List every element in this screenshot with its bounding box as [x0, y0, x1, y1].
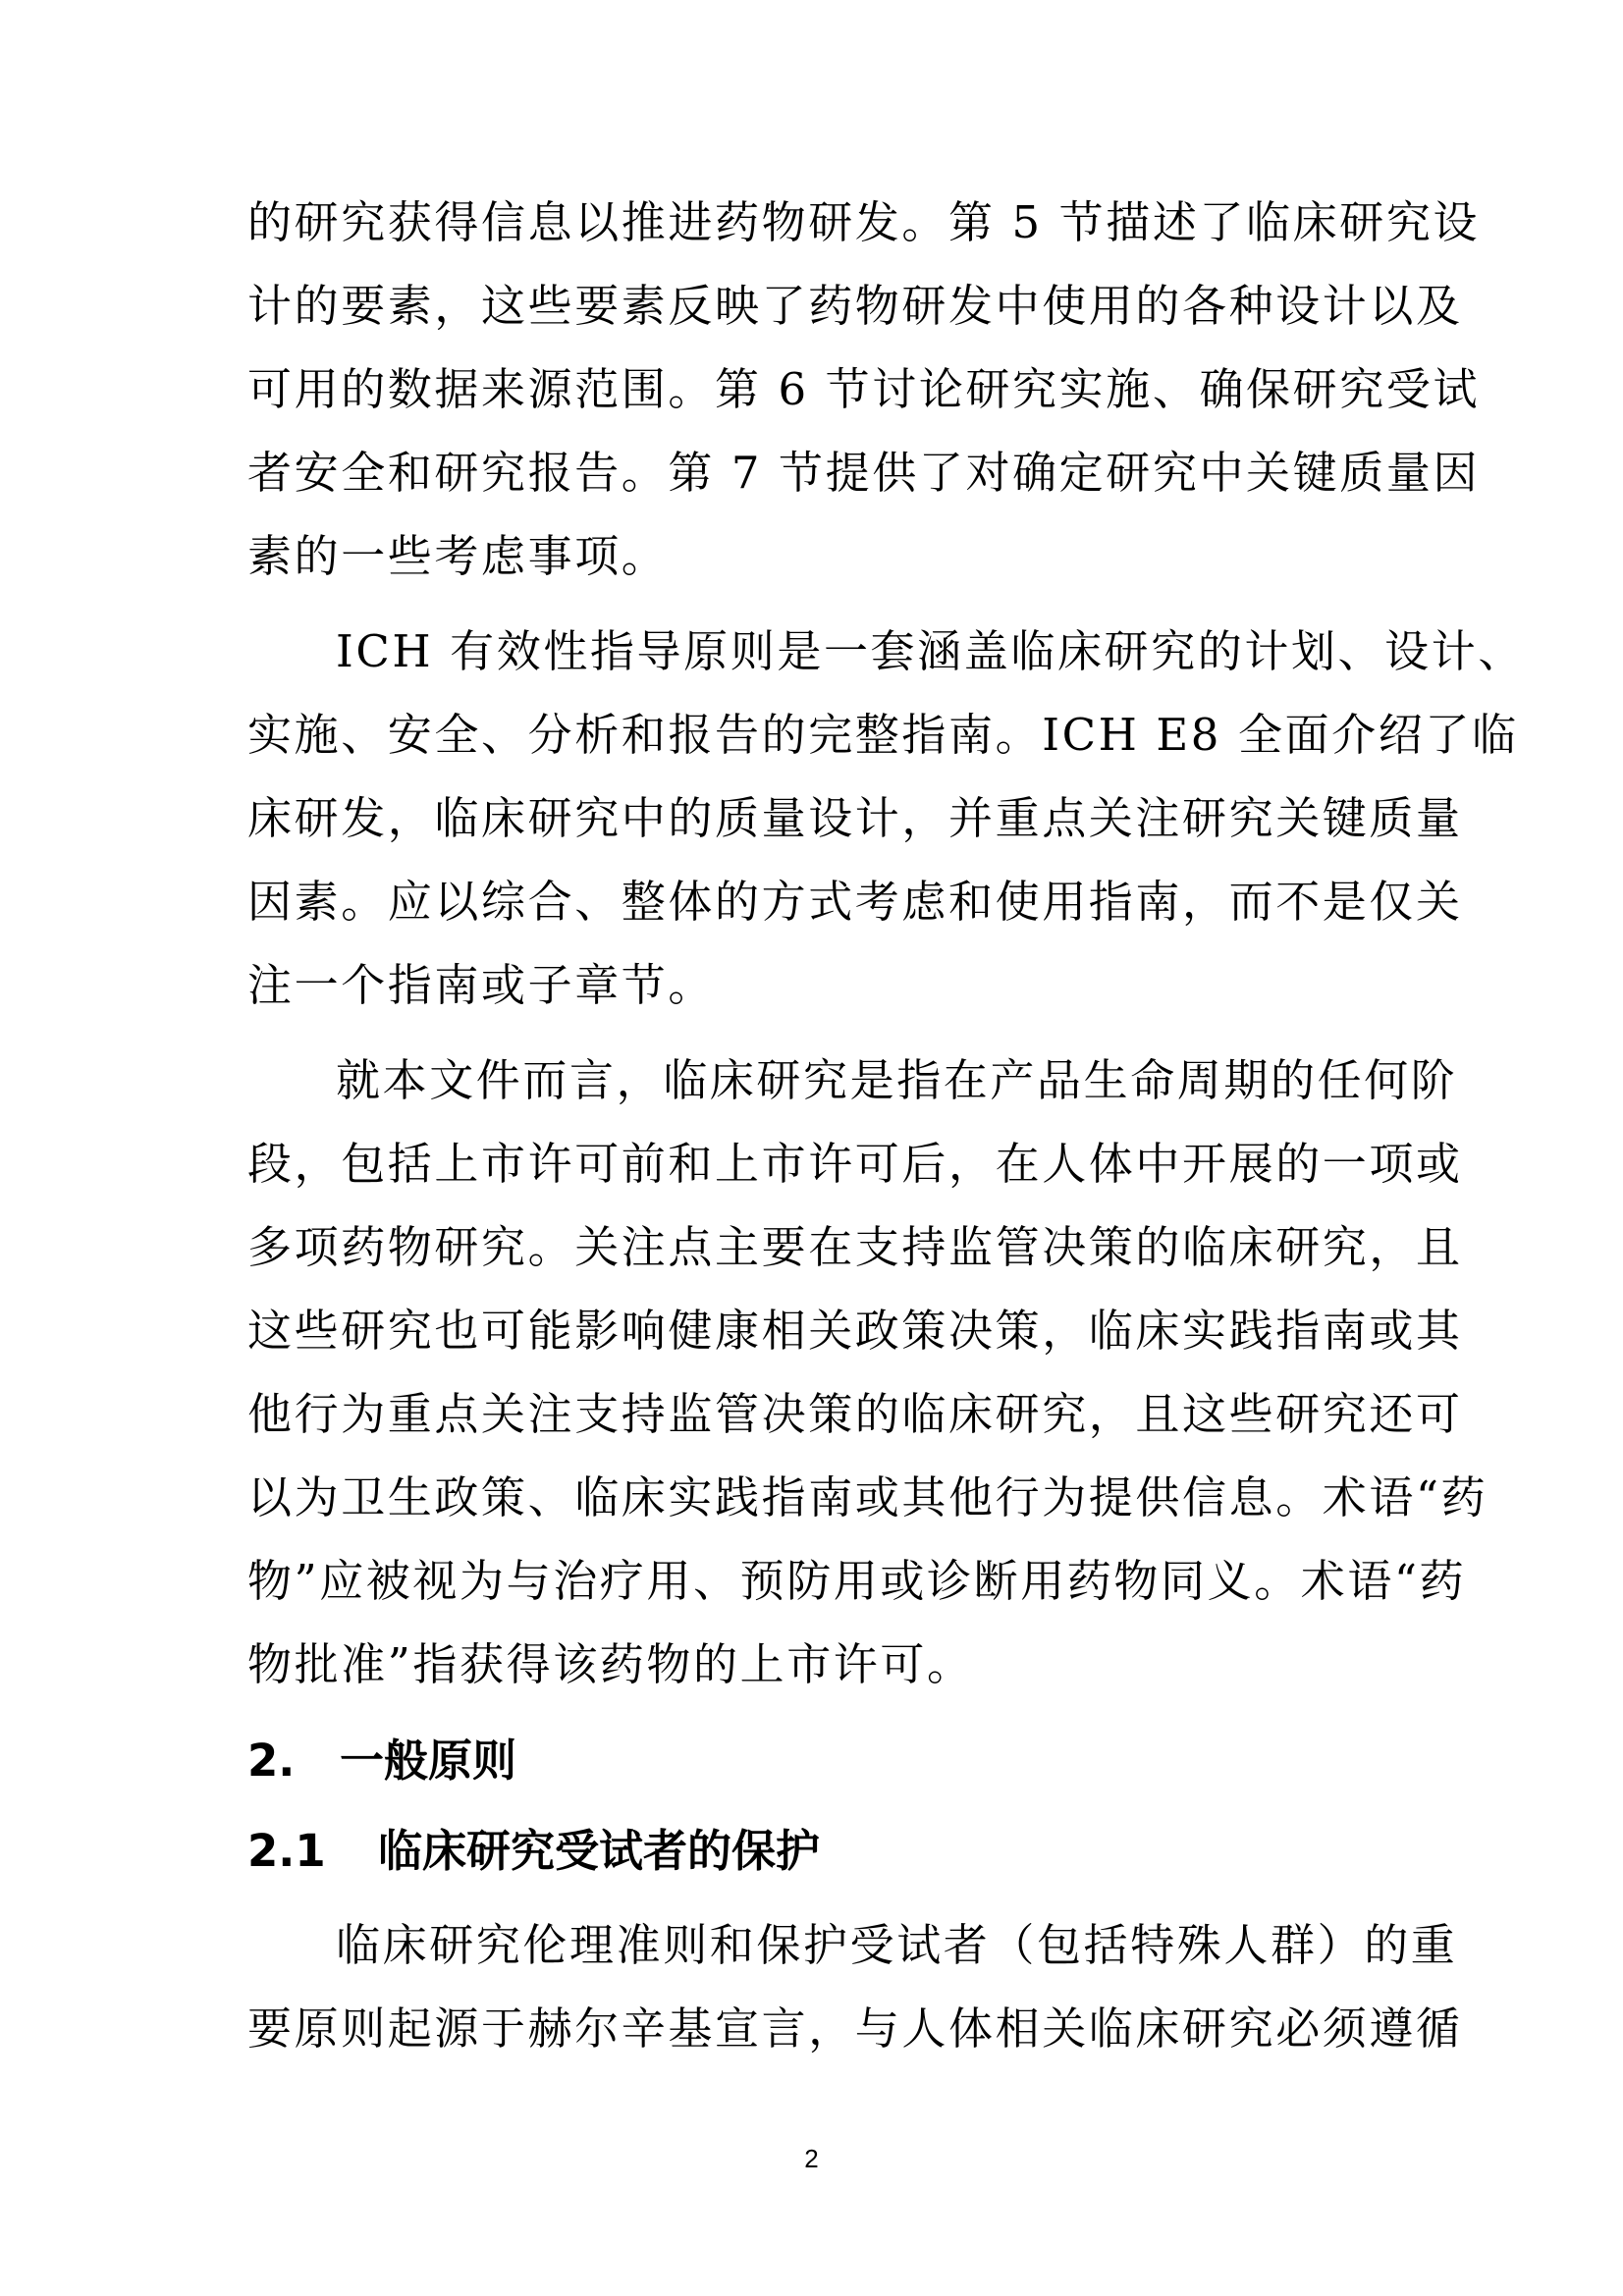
paragraph-3-line-7: 物”应被视为与治疗用、预防用或诊断用药物同义。术语“药 [247, 1555, 1467, 1607]
paragraph-3-line-5: 他行为重点关注支持监管决策的临床研究，且这些研究还可 [247, 1388, 1463, 1440]
section-2-number: 2. [247, 1735, 296, 1787]
paragraph-1-line-4: 者安全和研究报告。第 7 节提供了对确定研究中关键质量因 [247, 447, 1481, 499]
paragraph-2-line-3: 床研发，临床研究中的质量设计，并重点关注研究关键质量 [247, 792, 1463, 844]
paragraph-4-line-1: 临床研究伦理准则和保护受试者（包括特殊人群）的重 [336, 1919, 1458, 1971]
paragraph-3-line-3: 多项药物研究。关注点主要在支持监管决策的临床研究，且 [247, 1221, 1463, 1273]
paragraph-1-line-3: 可用的数据来源范围。第 6 节讨论研究实施、确保研究受试 [247, 363, 1481, 415]
paragraph-3-line-4: 这些研究也可能影响健康相关政策决策，临床实践指南或其 [247, 1305, 1463, 1357]
paragraph-1-line-5: 素的一些考虑事项。 [247, 530, 669, 582]
paragraph-3-line-1: 就本文件而言，临床研究是指在产品生命周期的任何阶 [336, 1054, 1458, 1106]
paragraph-1-line-2: 计的要素，这些要素反映了药物研发中使用的各种设计以及 [247, 280, 1463, 332]
paragraph-2-line-5: 注一个指南或子章节。 [247, 959, 716, 1011]
section-2-1-heading [247, 1822, 820, 1881]
section-2-1-number: 2.1 [247, 1825, 326, 1877]
paragraph-1-line-1: 的研究获得信息以推进药物研发。第 5 节描述了临床研究设 [247, 196, 1481, 248]
paragraph-3-line-8: 物批准”指获得该药物的上市许可。 [247, 1638, 974, 1690]
section-2-1-title: 临床研究受试者的保护 [378, 1825, 821, 1877]
section-2-heading [247, 1732, 516, 1790]
paragraph-4-line-2: 要原则起源于赫尔辛基宣言，与人体相关临床研究必须遵循 [247, 2002, 1463, 2055]
page-number: 2 [804, 2144, 819, 2173]
paragraph-3-line-6: 以为卫生政策、临床实践指南或其他行为提供信息。术语“药 [247, 1471, 1488, 1523]
section-2-title: 一般原则 [340, 1735, 517, 1787]
paragraph-2-line-2: 实施、安全、分析和报告的完整指南。ICH E8 全面介绍了临 [247, 709, 1519, 761]
paragraph-2-line-4: 因素。应以综合、整体的方式考虑和使用指南，而不是仅关 [247, 876, 1463, 928]
paragraph-2-line-1: ICH 有效性指导原则是一套涵盖临床研究的计划、设计、 [336, 625, 1525, 677]
paragraph-3-line-2: 段，包括上市许可前和上市许可后，在人体中开展的一项或 [247, 1138, 1463, 1190]
